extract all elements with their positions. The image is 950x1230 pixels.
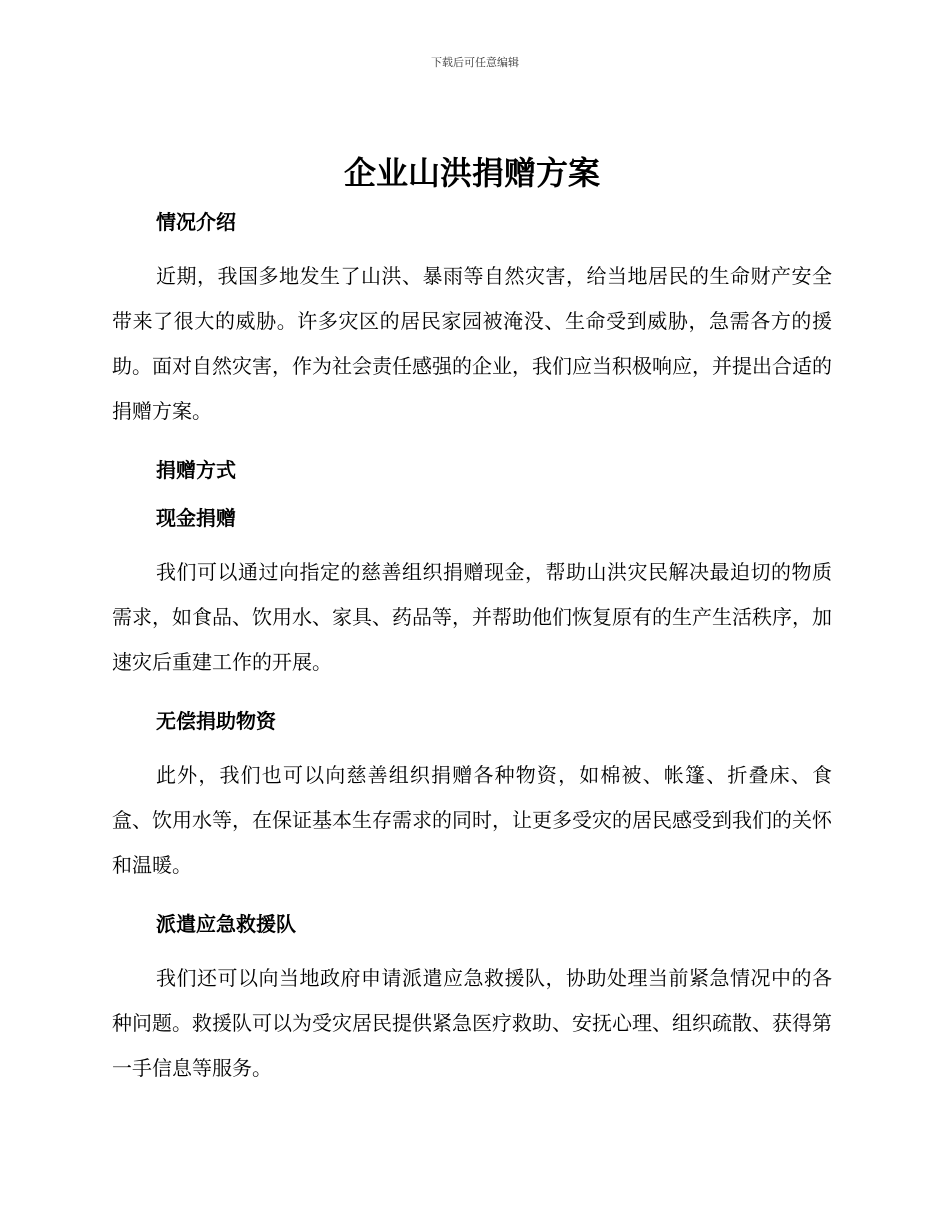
document-content [112, 148, 832, 1103]
paragraph-supplies-donation: 此外，我们也可以向慈善组织捐赠各种物资，如棉被、帐篷、折叠床、食盒、饮用水等，在保证基本生存需求的同时，让更多受灾的居民感受到我们的关怀和温暖。 [112, 763, 832, 877]
document-title: 企业山洪捐赠方案 [343, 154, 600, 192]
header-note: 下载后可任意编辑 [431, 56, 519, 69]
heading-supplies-donation: 无偿捐助物资 [156, 709, 276, 733]
heading-intro: 情况介绍 [156, 210, 236, 234]
heading-donation-methods: 捐赠方式 [156, 458, 236, 482]
paragraph-rescue-team: 我们还可以向当地政府申请派遣应急救援队，协助处理当前紧急情况中的各种问题。救援队可以为受灾居民提供紧急医疗救助、安抚心理、组织疏散、获得第一手信息等服务。 [112, 966, 832, 1080]
paragraph-cash-donation: 我们可以通过向指定的慈善组织捐赠现金，帮助山洪灾民解决最迫切的物质需求，如食品、饮用水、家具、药品等，并帮助他们恢复原有的生产生活秩序，加速灾后重建工作的开展。 [112, 560, 832, 674]
heading-rescue-team: 派遣应急救援队 [156, 912, 296, 936]
paragraph-intro: 近期，我国多地发生了山洪、暴雨等自然灾害，给当地居民的生命财产安全带来了很大的威胁。许多灾区的居民家园被淹没、生命受到威胁，急需各方的援助。面对自然灾害，作为社会责任感强的企业，我们应当积极响应，并提出合适的捐赠方案。 [112, 264, 832, 423]
heading-cash-donation: 现金捐赠 [156, 506, 236, 530]
